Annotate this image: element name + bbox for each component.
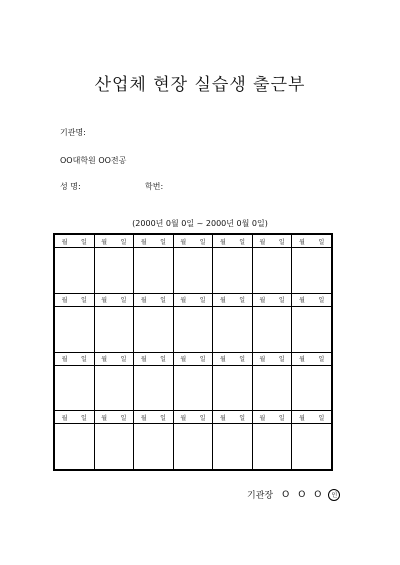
month-label: 월 (140, 238, 147, 246)
day-label: 일 (318, 297, 325, 305)
month-label: 월 (219, 356, 226, 363)
school-major-line: OO대학원 OO전공 (60, 156, 127, 165)
date-header-cell (55, 352, 95, 365)
month-label: 월 (180, 414, 187, 422)
month-label: 월 (259, 297, 266, 305)
attendance-cell[interactable] (252, 248, 292, 294)
day-label: 일 (120, 297, 127, 305)
attendance-cell[interactable] (213, 306, 253, 352)
date-header-cell (94, 235, 134, 248)
attendance-row (55, 306, 332, 352)
day-label: 일 (160, 356, 166, 363)
date-header-cell (213, 293, 253, 306)
month-label: 월 (180, 238, 187, 246)
date-header-cell (252, 235, 292, 248)
day-label: 일 (239, 414, 246, 422)
date-header-cell (173, 411, 213, 424)
attendance-cell[interactable] (94, 248, 134, 294)
date-header-cell (134, 352, 174, 365)
attendance-cell[interactable] (134, 248, 174, 294)
day-label: 일 (278, 414, 285, 422)
attendance-cell[interactable] (173, 365, 213, 411)
attendance-cell[interactable] (292, 365, 332, 411)
day-label: 일 (278, 356, 285, 363)
month-label: 월 (61, 297, 68, 305)
date-header-cell (55, 235, 95, 248)
month-label: 월 (219, 297, 226, 305)
period-range: (2000년 0월 0일 ~ 2000년 0월 0일) (132, 219, 268, 228)
attendance-cell[interactable] (94, 306, 134, 352)
day-label: 일 (239, 297, 246, 305)
day-label: 일 (120, 238, 127, 246)
attendance-grid (53, 233, 333, 471)
attendance-cell[interactable] (213, 424, 253, 470)
student-number-label: 학번: (145, 182, 164, 191)
attendance-cell[interactable] (94, 365, 134, 411)
attendance-cell[interactable] (173, 306, 213, 352)
month-label: 월 (101, 356, 108, 363)
attendance-table (54, 234, 332, 470)
month-label: 월 (101, 297, 108, 305)
student-name-label: 성 명: (60, 182, 81, 191)
date-header-row (55, 293, 332, 306)
date-header-cell (94, 411, 134, 424)
date-header-cell (94, 352, 134, 365)
day-label: 일 (81, 297, 87, 305)
org-name-label: 기관명: (60, 128, 86, 137)
date-header-cell (252, 352, 292, 365)
attendance-row (55, 248, 332, 294)
day-label: 일 (199, 297, 206, 305)
day-label: 일 (239, 356, 246, 363)
date-header-cell (213, 352, 253, 365)
month-label: 월 (101, 414, 108, 422)
attendance-cell[interactable] (94, 424, 134, 470)
day-label: 일 (318, 414, 325, 422)
attendance-cell[interactable] (173, 248, 213, 294)
month-label: 월 (259, 356, 266, 363)
seal-icon: 인 (328, 489, 340, 501)
date-header-cell (213, 411, 253, 424)
day-label: 일 (81, 356, 87, 363)
attendance-row (55, 424, 332, 470)
name-placeholder: O (314, 489, 322, 500)
date-header-cell (292, 352, 332, 365)
date-header-cell (173, 235, 213, 248)
date-header-cell (55, 293, 95, 306)
month-label: 월 (219, 414, 226, 422)
name-placeholder: O (298, 489, 306, 500)
day-label: 일 (239, 238, 246, 246)
date-header-cell (173, 352, 213, 365)
date-header-cell (252, 411, 292, 424)
day-label: 일 (81, 238, 87, 246)
date-header-cell (292, 235, 332, 248)
month-label: 월 (101, 238, 108, 246)
date-header-cell (292, 411, 332, 424)
name-placeholder: O (282, 489, 290, 500)
month-label: 월 (299, 356, 305, 363)
day-label: 일 (318, 238, 325, 246)
attendance-cell[interactable] (292, 248, 332, 294)
month-label: 월 (259, 414, 266, 422)
day-label: 일 (160, 238, 166, 246)
date-header-row (55, 235, 332, 248)
institution-head-signature (247, 488, 340, 501)
attendance-cell[interactable] (55, 424, 95, 470)
attendance-cell[interactable] (252, 424, 292, 470)
attendance-cell[interactable] (134, 424, 174, 470)
month-label: 월 (299, 297, 305, 305)
attendance-cell[interactable] (134, 306, 174, 352)
date-header-cell (55, 411, 95, 424)
date-header-cell (252, 293, 292, 306)
month-label: 월 (140, 356, 147, 363)
date-header-cell (134, 293, 174, 306)
month-label: 월 (180, 356, 187, 363)
attendance-cell[interactable] (292, 306, 332, 352)
day-label: 일 (120, 414, 127, 422)
day-label: 일 (278, 238, 285, 246)
day-label: 일 (199, 238, 206, 246)
month-label: 월 (299, 238, 305, 246)
date-header-cell (213, 235, 253, 248)
attendance-cell[interactable] (55, 365, 95, 411)
attendance-cell[interactable] (134, 365, 174, 411)
month-label: 월 (61, 414, 68, 422)
month-label: 월 (259, 238, 266, 246)
month-label: 월 (61, 356, 68, 363)
day-label: 일 (81, 414, 87, 422)
day-label: 일 (160, 297, 166, 305)
attendance-row (55, 365, 332, 411)
attendance-cell[interactable] (55, 248, 95, 294)
month-label: 월 (180, 297, 187, 305)
day-label: 일 (318, 356, 325, 363)
document-title: 산업체 현장 실습생 출근부 (94, 75, 306, 95)
attendance-cell[interactable] (213, 365, 253, 411)
attendance-cell[interactable] (213, 248, 253, 294)
date-header-cell (292, 293, 332, 306)
month-label: 월 (140, 414, 147, 422)
day-label: 일 (120, 356, 127, 363)
attendance-cell[interactable] (173, 424, 213, 470)
attendance-cell[interactable] (55, 306, 95, 352)
month-label: 월 (61, 238, 68, 246)
day-label: 일 (278, 297, 285, 305)
date-header-row (55, 411, 332, 424)
month-label: 월 (299, 414, 305, 422)
date-header-cell (134, 235, 174, 248)
attendance-cell[interactable] (252, 365, 292, 411)
date-header-cell (173, 293, 213, 306)
day-label: 일 (199, 356, 206, 363)
date-header-row (55, 352, 332, 365)
date-header-cell (94, 293, 134, 306)
attendance-cell[interactable] (252, 306, 292, 352)
date-header-cell (134, 411, 174, 424)
month-label: 월 (140, 297, 147, 305)
month-label: 월 (219, 238, 226, 246)
attendance-cell[interactable] (292, 424, 332, 470)
day-label: 일 (199, 414, 206, 422)
institution-head-label: 기관장 (247, 491, 274, 501)
day-label: 일 (160, 414, 166, 422)
